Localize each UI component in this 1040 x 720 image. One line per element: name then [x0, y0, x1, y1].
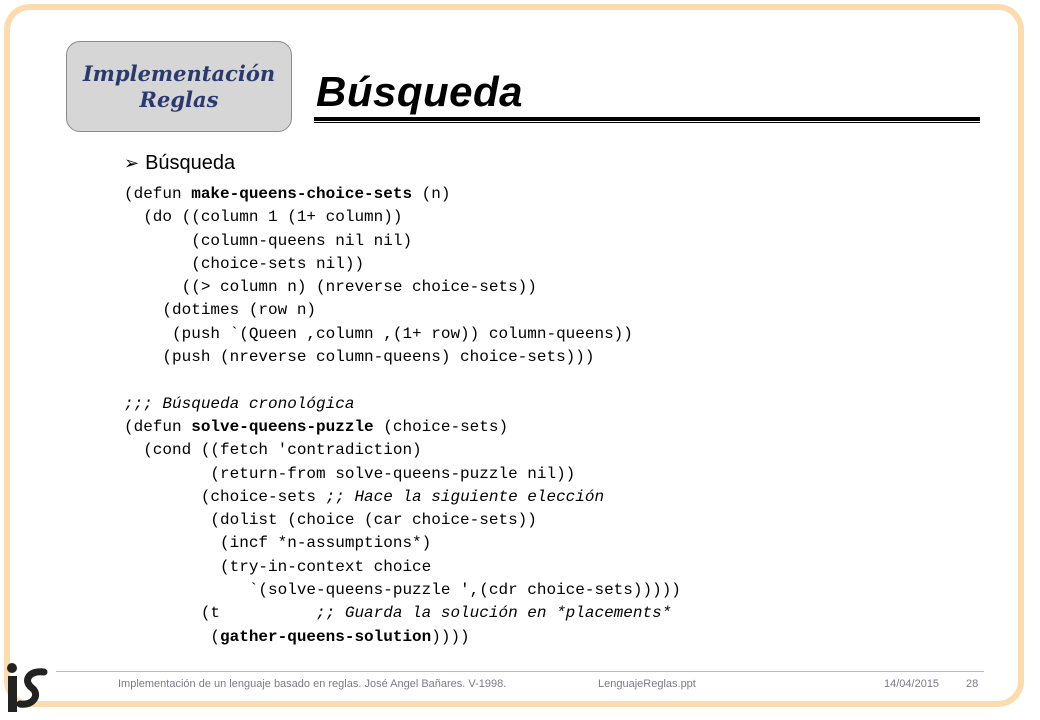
code-text: (push `(Queen ,column ,(1+ row)) column-queens))	[124, 324, 633, 343]
badge-line-1: Implementación	[82, 60, 276, 86]
code-line	[124, 230, 681, 253]
title-underline	[314, 117, 980, 123]
code-comment: ;;; Búsqueda cronológica	[124, 394, 355, 413]
code-text: (column-queens nil nil)	[124, 231, 413, 250]
code-line	[124, 393, 681, 416]
lisp-code-block	[124, 183, 681, 649]
code-text: (dolist (choice (car choice-sets))	[124, 511, 537, 530]
code-text: (try-in-context choice	[124, 557, 432, 576]
footer-credit: Implementación de un lenguaje basado en reglas. José Angel Bañares. V-1998.	[118, 678, 507, 690]
code-comment: ;; Guarda la solución en *placements*	[316, 604, 672, 623]
code-text: (dotimes (row n)	[124, 301, 317, 320]
code-text: (choice-sets	[124, 487, 326, 506]
bullet-text: Búsqueda	[145, 152, 236, 174]
code-text: `(solve-queens-puzzle ',(cdr choice-sets)))))	[124, 581, 681, 600]
bullet-item	[124, 152, 235, 175]
code-line	[124, 439, 681, 462]
footer-filename: LenguajeReglas.ppt	[598, 678, 696, 690]
code-text: (choice-sets nil))	[124, 254, 365, 273]
code-line	[124, 183, 681, 206]
code-line	[124, 369, 681, 392]
bullet-arrow-icon: ➢	[124, 153, 140, 173]
code-text: (n)	[412, 185, 451, 203]
code-text: (choice-sets)	[373, 417, 509, 436]
code-text: (push (nreverse column-queens) choice-sets)))	[124, 348, 595, 367]
section-badge	[66, 41, 292, 132]
badge-line-2: Reglas	[139, 86, 219, 112]
code-text: (defun	[124, 185, 192, 203]
code-function-name: solve-queens-puzzle	[191, 417, 374, 436]
slide-title: Búsqueda	[316, 68, 524, 115]
code-text: ))))	[431, 627, 470, 646]
code-line	[124, 416, 681, 439]
footer-date: 14/04/2015	[884, 678, 940, 690]
code-comment: ;; Hace la siguiente elección	[325, 487, 605, 506]
code-function-name: gather-queens-solution	[220, 627, 432, 646]
code-line	[124, 509, 681, 532]
footer-divider	[56, 671, 984, 672]
code-line	[124, 602, 681, 625]
code-line	[124, 299, 681, 322]
code-line	[124, 463, 681, 486]
university-logo-icon	[4, 660, 50, 714]
code-text: ((> column n) (nreverse choice-sets))	[124, 278, 537, 297]
code-text: (t	[124, 604, 317, 623]
code-line	[124, 253, 681, 276]
code-text: (	[124, 627, 221, 646]
code-line	[124, 556, 681, 579]
code-line	[124, 486, 681, 509]
code-line	[124, 323, 681, 346]
code-line	[124, 276, 681, 299]
code-text: (return-from solve-queens-puzzle nil))	[124, 464, 576, 483]
footer-page-number: 28	[966, 678, 979, 690]
code-text: (defun	[124, 417, 192, 436]
code-line	[124, 579, 681, 602]
code-text: (incf *n-assumptions*)	[124, 534, 432, 553]
code-line	[124, 626, 681, 649]
code-line	[124, 346, 681, 369]
code-text: (do ((column 1 (1+ column))	[124, 208, 403, 227]
code-line	[124, 532, 681, 555]
code-text: (cond ((fetch 'contradiction)	[124, 441, 422, 460]
code-function-name: make-queens-choice-sets	[191, 185, 413, 203]
code-line	[124, 206, 681, 229]
